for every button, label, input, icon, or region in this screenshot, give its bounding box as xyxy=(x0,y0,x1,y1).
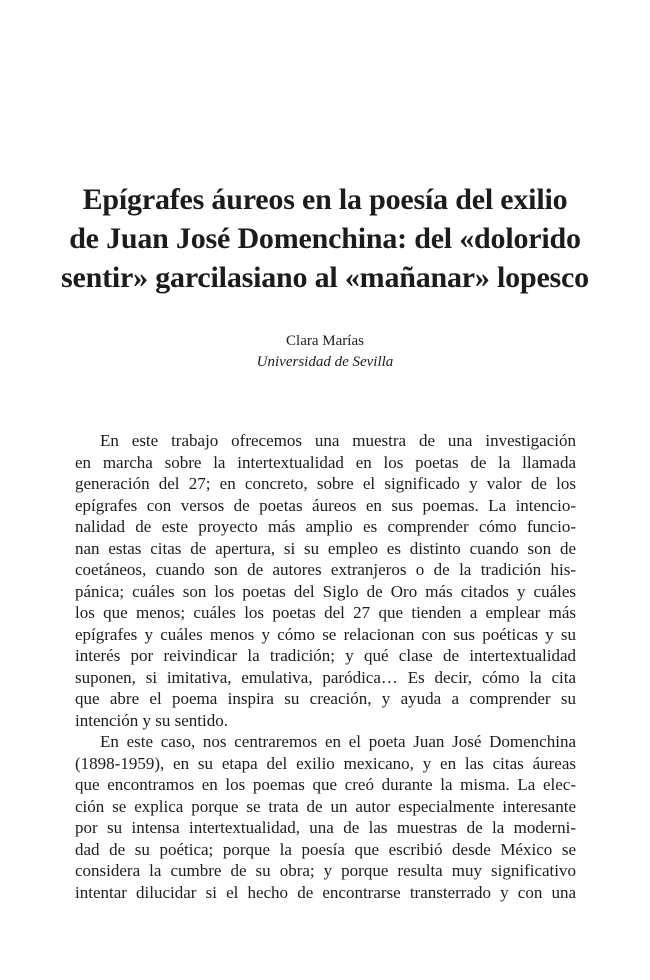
body-line: (1898-1959), en su etapa del exilio mexicano, y en las citas áureas xyxy=(75,753,576,773)
body-line: suponen, si imitativa, emulativa, paródica… Es decir, cómo la cita xyxy=(75,667,576,687)
author-affiliation: Universidad de Sevilla xyxy=(256,354,394,370)
body-line: En este trabajo ofrecemos una muestra de una investigación xyxy=(100,431,576,450)
body-line: considera la cumbre de su obra; y porque resulta muy significativo xyxy=(75,861,576,880)
body-line: nan estas citas de apertura, si su empleo es distinto cuando son de xyxy=(75,538,576,558)
body-line: En este caso, nos centraremos en el poeta Juan José Domenchina xyxy=(100,732,576,751)
body-line: generación del 27; en concreto, sobre el significado y valor de los xyxy=(75,474,576,493)
body-line: nalidad de este proyecto más amplio es comprender cómo funcio- xyxy=(75,517,576,536)
body-line: ción se explica porque se trata de un autor especialmente interesante xyxy=(75,796,576,816)
title-line: sentir» garcilasiano al «mañanar» lopesco xyxy=(61,261,589,294)
body-line: que abre el poema inspira su creación, y ayuda a comprender su xyxy=(75,689,576,708)
article-title xyxy=(60,180,590,297)
body-line: dad de su poética; porque la poesía que escribió desde México se xyxy=(75,839,576,859)
body-line: pánica; cuáles son los poetas del Siglo de Oro más citados y cuáles xyxy=(75,581,576,601)
author-block xyxy=(0,331,650,373)
title-line: de Juan José Domenchina: del «dolorido xyxy=(69,222,581,255)
title-line: Epígrafes áureos en la poesía del exilio xyxy=(82,183,568,216)
author-name: Clara Marías xyxy=(286,333,364,349)
body-line: intentar dilucidar si el hecho de encontrarse transterrado y con una xyxy=(75,882,576,902)
body-line: epígrafes con versos de poetas áureos en sus poemas. La intencio- xyxy=(75,495,576,515)
body-line: intención y su sentido. xyxy=(75,710,228,730)
body-line: en marcha sobre la intertextualidad en los poetas de la llamada xyxy=(75,452,576,472)
body-line: interés por reivindicar la tradición; y qué clase de intertextualidad xyxy=(75,646,576,665)
body-text xyxy=(75,430,576,903)
body-line: que encontramos en los poemas que creó durante la misma. La elec- xyxy=(75,775,576,794)
body-line: epígrafes y cuáles menos y cómo se relacionan con sus poéticas y su xyxy=(75,624,576,644)
body-line: por su intensa intertextualidad, una de las muestras de la moderni- xyxy=(75,818,576,837)
body-line: coetáneos, cuando son de autores extranjeros o de la tradición his- xyxy=(75,560,576,579)
body-line: los que menos; cuáles los poetas del 27 que tienden a emplear más xyxy=(75,603,576,622)
